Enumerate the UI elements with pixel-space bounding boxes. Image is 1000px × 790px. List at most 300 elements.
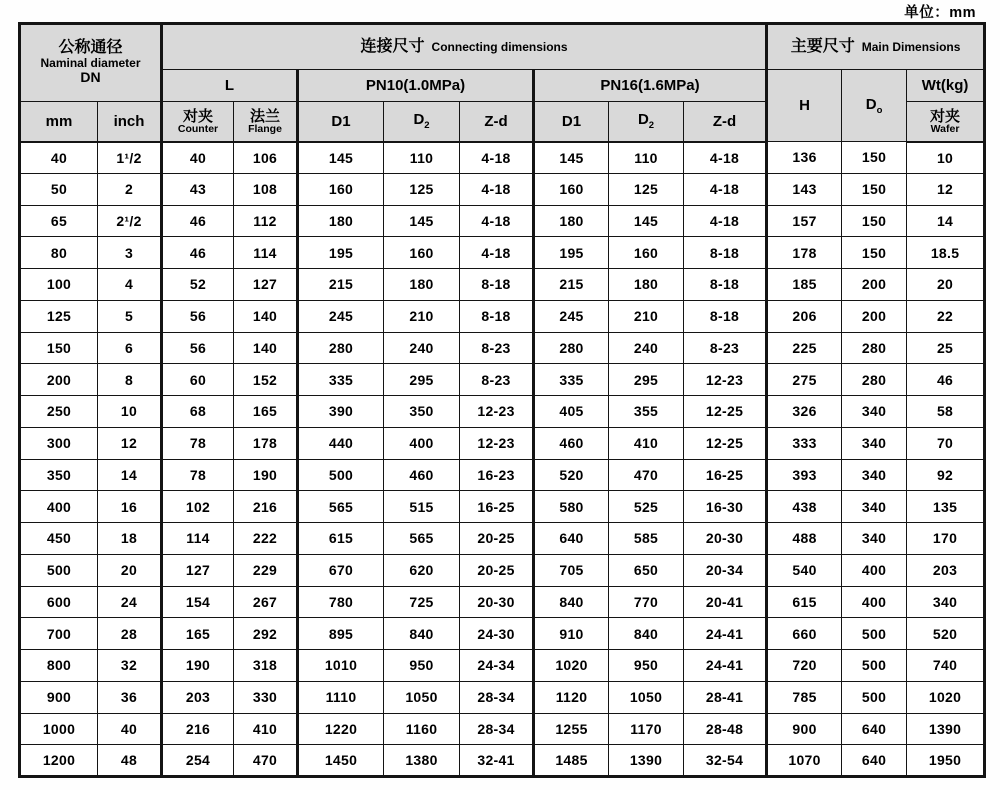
table-cell-l_counter: 46 [162, 237, 234, 269]
table-cell-d0: 400 [842, 586, 907, 618]
table-cell-pn16_d1: 160 [534, 173, 609, 205]
table-cell-d0: 200 [842, 269, 907, 301]
table-cell-pn16_d2: 410 [609, 427, 684, 459]
table-cell-l_counter: 60 [162, 364, 234, 396]
table-cell-dn_mm: 125 [20, 300, 98, 332]
table-cell-pn10_zd: 20-25 [460, 523, 534, 555]
table-cell-wt_wafer: 340 [907, 586, 985, 618]
table-row [20, 618, 985, 650]
table-cell-wt_wafer: 203 [907, 554, 985, 586]
table-cell-h: 1070 [767, 745, 842, 777]
table-cell-pn10_zd: 24-30 [460, 618, 534, 650]
table-cell-pn10_zd: 16-23 [460, 459, 534, 491]
table-cell-l_counter: 46 [162, 205, 234, 237]
header-H: H [767, 70, 842, 142]
counter-zh: 对夹 [183, 107, 214, 125]
table-row [20, 142, 985, 174]
table-cell-dn_mm: 400 [20, 491, 98, 523]
table-cell-pn10_zd: 16-25 [460, 491, 534, 523]
table-cell-pn16_d1: 215 [534, 269, 609, 301]
table-cell-h: 143 [767, 173, 842, 205]
main-dimensions-zh: 主要尺寸 [790, 38, 855, 55]
table-cell-pn16_zd: 16-30 [684, 491, 767, 523]
table-cell-pn16_zd: 20-41 [684, 586, 767, 618]
table-cell-d0: 340 [842, 491, 907, 523]
counter-en: Counter [177, 122, 219, 135]
table-cell-l_counter: 165 [162, 618, 234, 650]
table-cell-pn16_d2: 240 [609, 332, 684, 364]
table-cell-d0: 500 [842, 618, 907, 650]
table-cell-pn10_zd: 4-18 [460, 205, 534, 237]
table-cell-d0: 150 [842, 142, 907, 174]
table-cell-pn16_d2: 145 [609, 205, 684, 237]
table-cell-pn16_zd: 20-30 [684, 523, 767, 555]
table-cell-wt_wafer: 46 [907, 364, 985, 396]
table-cell-pn10_d1: 245 [298, 300, 384, 332]
table-cell-pn10_d2: 240 [384, 332, 460, 364]
wafer-en: Wafer [930, 122, 960, 135]
table-cell-pn16_zd: 24-41 [684, 650, 767, 682]
table-cell-pn16_zd: 20-34 [684, 554, 767, 586]
table-cell-l_counter: 56 [162, 300, 234, 332]
table-cell-pn10_d2: 295 [384, 364, 460, 396]
table-cell-pn16_d2: 110 [609, 142, 684, 174]
table-cell-pn10_d1: 1450 [298, 745, 384, 777]
table-cell-dn_inch: 20 [98, 554, 162, 586]
table-cell-l_flange: 140 [234, 300, 298, 332]
table-row [20, 745, 985, 777]
table-row [20, 269, 985, 301]
table-cell-pn10_zd: 24-34 [460, 650, 534, 682]
table-row [20, 491, 985, 523]
header-flange [234, 102, 298, 142]
table-cell-pn10_zd: 4-18 [460, 237, 534, 269]
table-cell-h: 540 [767, 554, 842, 586]
table-cell-h: 206 [767, 300, 842, 332]
table-cell-pn10_d1: 895 [298, 618, 384, 650]
flange-zh: 法兰 [250, 107, 281, 125]
table-cell-pn16_d2: 840 [609, 618, 684, 650]
table-cell-pn16_d1: 520 [534, 459, 609, 491]
table-cell-pn10_d1: 440 [298, 427, 384, 459]
table-cell-pn10_d2: 110 [384, 142, 460, 174]
table-cell-l_flange: 216 [234, 491, 298, 523]
table-cell-dn_mm: 700 [20, 618, 98, 650]
table-cell-l_counter: 68 [162, 396, 234, 428]
table-cell-wt_wafer: 1020 [907, 681, 985, 713]
table-cell-d0: 340 [842, 427, 907, 459]
table-cell-pn16_d1: 580 [534, 491, 609, 523]
table-cell-l_counter: 114 [162, 523, 234, 555]
header-pn16-d2 [609, 102, 684, 142]
table-cell-pn10_d2: 725 [384, 586, 460, 618]
table-cell-l_counter: 254 [162, 745, 234, 777]
table-cell-d0: 150 [842, 237, 907, 269]
nominal-diameter-code: DN [80, 69, 101, 86]
table-cell-d0: 280 [842, 332, 907, 364]
table-cell-pn16_zd: 28-41 [684, 681, 767, 713]
table-cell-l_counter: 43 [162, 173, 234, 205]
table-cell-h: 615 [767, 586, 842, 618]
table-cell-h: 185 [767, 269, 842, 301]
table-cell-pn10_zd: 8-23 [460, 332, 534, 364]
table-cell-pn10_d2: 1160 [384, 713, 460, 745]
table-cell-dn_mm: 40 [20, 142, 98, 174]
table-cell-pn10_d1: 670 [298, 554, 384, 586]
table-cell-h: 488 [767, 523, 842, 555]
table-cell-pn10_d2: 145 [384, 205, 460, 237]
table-cell-l_flange: 165 [234, 396, 298, 428]
table-cell-wt_wafer: 740 [907, 650, 985, 682]
table-cell-dn_inch: 12 [98, 427, 162, 459]
table-cell-l_flange: 152 [234, 364, 298, 396]
table-cell-d0: 340 [842, 459, 907, 491]
header-pn10-d2-main: D [413, 111, 425, 129]
table-cell-pn16_d2: 1050 [609, 681, 684, 713]
header-pn10-d2-sub: 2 [424, 120, 430, 132]
table-cell-l_flange: 410 [234, 713, 298, 745]
table-row [20, 205, 985, 237]
header-D0-sub: o [876, 104, 883, 116]
table-cell-h: 225 [767, 332, 842, 364]
table-cell-l_flange: 190 [234, 459, 298, 491]
table-cell-wt_wafer: 18.5 [907, 237, 985, 269]
table-cell-l_counter: 52 [162, 269, 234, 301]
table-row [20, 300, 985, 332]
table-cell-pn16_d2: 470 [609, 459, 684, 491]
header-weight: Wt(kg) [907, 70, 985, 102]
table-cell-l_counter: 154 [162, 586, 234, 618]
table-cell-dn_inch: 8 [98, 364, 162, 396]
table-cell-pn16_zd: 8-23 [684, 332, 767, 364]
table-cell-h: 660 [767, 618, 842, 650]
table-cell-d0: 200 [842, 300, 907, 332]
table-cell-wt_wafer: 92 [907, 459, 985, 491]
table-cell-l_flange: 108 [234, 173, 298, 205]
table-cell-pn16_zd: 8-18 [684, 269, 767, 301]
table-cell-pn16_d1: 245 [534, 300, 609, 332]
table-cell-pn10_zd: 4-18 [460, 142, 534, 174]
unit-label: 单位：mm [904, 5, 976, 21]
table-cell-dn_inch: 1¹/2 [98, 142, 162, 174]
connecting-en: Connecting dimensions [431, 40, 568, 54]
table-cell-l_flange: 267 [234, 586, 298, 618]
table-cell-l_flange: 318 [234, 650, 298, 682]
header-pn10-d1: D1 [298, 102, 384, 142]
table-cell-dn_inch: 24 [98, 586, 162, 618]
table-cell-l_flange: 140 [234, 332, 298, 364]
table-cell-l_flange: 112 [234, 205, 298, 237]
nominal-diameter-zh: 公称通径 [58, 38, 123, 56]
table-cell-dn_inch: 36 [98, 681, 162, 713]
table-cell-l_flange: 470 [234, 745, 298, 777]
table-cell-pn16_d2: 650 [609, 554, 684, 586]
table-row [20, 713, 985, 745]
table-cell-pn10_zd: 8-18 [460, 300, 534, 332]
table-cell-d0: 340 [842, 396, 907, 428]
header-row-groups [20, 24, 985, 70]
table-cell-pn16_zd: 4-18 [684, 142, 767, 174]
table-cell-wt_wafer: 22 [907, 300, 985, 332]
table-cell-pn10_d2: 1050 [384, 681, 460, 713]
table-cell-dn_inch: 40 [98, 713, 162, 745]
table-cell-pn10_d2: 460 [384, 459, 460, 491]
table-cell-pn16_d1: 405 [534, 396, 609, 428]
table-cell-pn16_d1: 280 [534, 332, 609, 364]
table-cell-pn10_d1: 280 [298, 332, 384, 364]
table-body [20, 142, 985, 777]
table-cell-l_counter: 56 [162, 332, 234, 364]
table-cell-pn16_d2: 295 [609, 364, 684, 396]
table-cell-pn16_zd: 8-18 [684, 237, 767, 269]
table-cell-dn_mm: 80 [20, 237, 98, 269]
table-cell-wt_wafer: 12 [907, 173, 985, 205]
table-cell-dn_inch: 5 [98, 300, 162, 332]
table-cell-l_flange: 292 [234, 618, 298, 650]
table-cell-pn10_zd: 20-30 [460, 586, 534, 618]
table-cell-l_flange: 106 [234, 142, 298, 174]
table-cell-pn10_d2: 160 [384, 237, 460, 269]
table-cell-pn16_d1: 840 [534, 586, 609, 618]
table-cell-pn10_d1: 390 [298, 396, 384, 428]
table-cell-dn_mm: 150 [20, 332, 98, 364]
table-cell-dn_inch: 32 [98, 650, 162, 682]
table-cell-d0: 640 [842, 713, 907, 745]
table-cell-h: 785 [767, 681, 842, 713]
table-cell-pn10_d2: 400 [384, 427, 460, 459]
table-cell-dn_mm: 50 [20, 173, 98, 205]
table-cell-l_counter: 78 [162, 459, 234, 491]
table-cell-dn_inch: 10 [98, 396, 162, 428]
table-cell-pn16_d1: 145 [534, 142, 609, 174]
header-counter [162, 102, 234, 142]
header-mm: mm [20, 102, 98, 142]
header-pn10-zd: Z-d [460, 102, 534, 142]
table-cell-l_flange: 222 [234, 523, 298, 555]
table-cell-d0: 340 [842, 523, 907, 555]
header-D0 [842, 70, 907, 142]
table-row [20, 459, 985, 491]
table-cell-dn_mm: 65 [20, 205, 98, 237]
header-pn10-d2 [384, 102, 460, 142]
table-cell-pn16_zd: 16-25 [684, 459, 767, 491]
table-cell-l_counter: 78 [162, 427, 234, 459]
table-cell-pn10_d1: 500 [298, 459, 384, 491]
table-cell-pn16_d2: 950 [609, 650, 684, 682]
header-nominal-diameter [20, 24, 162, 102]
table-cell-pn10_zd: 28-34 [460, 681, 534, 713]
table-cell-dn_mm: 500 [20, 554, 98, 586]
table-cell-dn_inch: 48 [98, 745, 162, 777]
table-cell-h: 393 [767, 459, 842, 491]
table-cell-pn10_zd: 8-18 [460, 269, 534, 301]
table-cell-pn10_d1: 195 [298, 237, 384, 269]
flange-en: Flange [248, 122, 282, 135]
table-cell-pn10_d1: 335 [298, 364, 384, 396]
table-cell-wt_wafer: 10 [907, 142, 985, 174]
table-cell-dn_inch: 18 [98, 523, 162, 555]
table-cell-pn10_d2: 840 [384, 618, 460, 650]
table-cell-d0: 150 [842, 205, 907, 237]
table-cell-dn_mm: 100 [20, 269, 98, 301]
table-cell-wt_wafer: 14 [907, 205, 985, 237]
table-row [20, 586, 985, 618]
table-cell-wt_wafer: 1390 [907, 713, 985, 745]
header-connecting-dimensions [162, 24, 767, 70]
table-cell-pn16_d1: 180 [534, 205, 609, 237]
table-row [20, 237, 985, 269]
table-cell-h: 900 [767, 713, 842, 745]
table-cell-pn10_zd: 12-23 [460, 427, 534, 459]
table-cell-dn_inch: 4 [98, 269, 162, 301]
header-pn16-d2-sub: 2 [648, 120, 655, 132]
table-cell-pn16_d2: 355 [609, 396, 684, 428]
table-cell-pn16_zd: 12-25 [684, 396, 767, 428]
table-cell-pn10_d2: 125 [384, 173, 460, 205]
table-cell-pn10_d1: 215 [298, 269, 384, 301]
table-cell-pn10_d1: 1220 [298, 713, 384, 745]
table-cell-dn_mm: 1000 [20, 713, 98, 745]
table-row [20, 332, 985, 364]
table-row [20, 427, 985, 459]
table-cell-pn10_d2: 950 [384, 650, 460, 682]
table-cell-pn16_zd: 4-18 [684, 173, 767, 205]
table-row [20, 396, 985, 428]
table-cell-pn16_zd: 32-54 [684, 745, 767, 777]
table-cell-l_flange: 178 [234, 427, 298, 459]
table-cell-h: 178 [767, 237, 842, 269]
header-inch: inch [98, 102, 162, 142]
table-cell-wt_wafer: 25 [907, 332, 985, 364]
table-cell-pn10_zd: 12-23 [460, 396, 534, 428]
table-cell-wt_wafer: 58 [907, 396, 985, 428]
main-dimensions-en: Main Dimensions [861, 40, 961, 54]
table-cell-pn10_d2: 180 [384, 269, 460, 301]
table-cell-d0: 150 [842, 173, 907, 205]
header-length-L: L [162, 70, 298, 102]
table-cell-pn16_d1: 1255 [534, 713, 609, 745]
table-cell-l_counter: 190 [162, 650, 234, 682]
table-cell-pn10_d1: 1110 [298, 681, 384, 713]
table-cell-l_flange: 114 [234, 237, 298, 269]
table-cell-d0: 500 [842, 650, 907, 682]
table-cell-pn16_d2: 160 [609, 237, 684, 269]
table-cell-dn_inch: 16 [98, 491, 162, 523]
table-cell-d0: 500 [842, 681, 907, 713]
header-D0-main: D [865, 95, 877, 113]
table-cell-pn16_d1: 460 [534, 427, 609, 459]
table-cell-pn10_d2: 350 [384, 396, 460, 428]
table-cell-pn16_d1: 1485 [534, 745, 609, 777]
header-main-dimensions [767, 24, 985, 70]
table-cell-l_flange: 127 [234, 269, 298, 301]
header-pn16-d2-main: D [637, 111, 649, 129]
table-cell-pn16_d2: 525 [609, 491, 684, 523]
table-cell-pn16_d1: 195 [534, 237, 609, 269]
table-cell-dn_mm: 1200 [20, 745, 98, 777]
table-cell-h: 333 [767, 427, 842, 459]
table-cell-pn16_zd: 12-25 [684, 427, 767, 459]
table-cell-dn_mm: 200 [20, 364, 98, 396]
table-cell-dn_mm: 350 [20, 459, 98, 491]
table-cell-h: 720 [767, 650, 842, 682]
table-cell-l_counter: 40 [162, 142, 234, 174]
table-cell-dn_mm: 450 [20, 523, 98, 555]
table-cell-pn10_zd: 28-34 [460, 713, 534, 745]
table-cell-pn10_zd: 4-18 [460, 173, 534, 205]
table-cell-dn_mm: 300 [20, 427, 98, 459]
table-cell-pn10_d1: 1010 [298, 650, 384, 682]
header-pn16-zd: Z-d [684, 102, 767, 142]
table-cell-pn10_zd: 20-25 [460, 554, 534, 586]
table-cell-h: 326 [767, 396, 842, 428]
nominal-diameter-en: Naminal diameter [40, 55, 141, 70]
table-cell-pn10_zd: 8-23 [460, 364, 534, 396]
table-cell-l_counter: 203 [162, 681, 234, 713]
table-cell-l_counter: 216 [162, 713, 234, 745]
table-cell-wt_wafer: 520 [907, 618, 985, 650]
table-cell-pn16_zd: 24-41 [684, 618, 767, 650]
table-cell-d0: 640 [842, 745, 907, 777]
table-cell-pn10_zd: 32-41 [460, 745, 534, 777]
connecting-zh: 连接尺寸 [360, 38, 425, 55]
table-cell-pn10_d1: 145 [298, 142, 384, 174]
table-row [20, 650, 985, 682]
table-cell-wt_wafer: 70 [907, 427, 985, 459]
table-cell-dn_inch: 2 [98, 173, 162, 205]
table-cell-pn10_d1: 780 [298, 586, 384, 618]
table-row [20, 364, 985, 396]
table-cell-pn10_d2: 1380 [384, 745, 460, 777]
table-cell-pn16_zd: 28-48 [684, 713, 767, 745]
table-cell-pn16_d1: 705 [534, 554, 609, 586]
table-cell-pn16_d2: 180 [609, 269, 684, 301]
table-cell-l_flange: 229 [234, 554, 298, 586]
table-cell-pn10_d2: 210 [384, 300, 460, 332]
table-cell-pn10_d2: 620 [384, 554, 460, 586]
table-cell-pn10_d2: 565 [384, 523, 460, 555]
table-row [20, 173, 985, 205]
table-cell-dn_mm: 800 [20, 650, 98, 682]
table-cell-l_counter: 102 [162, 491, 234, 523]
header-pn16: PN16(1.6MPa) [534, 70, 767, 102]
table-cell-pn10_d2: 515 [384, 491, 460, 523]
table-cell-h: 275 [767, 364, 842, 396]
header-pn10: PN10(1.0MPa) [298, 70, 534, 102]
table-cell-pn10_d1: 160 [298, 173, 384, 205]
table-cell-l_counter: 127 [162, 554, 234, 586]
table-cell-wt_wafer: 135 [907, 491, 985, 523]
table-cell-d0: 400 [842, 554, 907, 586]
table-cell-l_flange: 330 [234, 681, 298, 713]
header-row-series [20, 70, 985, 102]
table-cell-dn_inch: 3 [98, 237, 162, 269]
wafer-zh: 对夹 [930, 107, 961, 125]
table-cell-pn16_d2: 1170 [609, 713, 684, 745]
table-cell-dn_inch: 28 [98, 618, 162, 650]
table-cell-d0: 280 [842, 364, 907, 396]
table-cell-h: 136 [767, 142, 842, 174]
valve-dimensions-table [18, 22, 986, 778]
table-cell-wt_wafer: 1950 [907, 745, 985, 777]
table-cell-dn_mm: 900 [20, 681, 98, 713]
table-cell-pn16_d2: 770 [609, 586, 684, 618]
table-cell-pn10_d1: 615 [298, 523, 384, 555]
table-cell-pn16_d1: 335 [534, 364, 609, 396]
table-row [20, 681, 985, 713]
table-row [20, 554, 985, 586]
table-cell-pn16_d1: 640 [534, 523, 609, 555]
